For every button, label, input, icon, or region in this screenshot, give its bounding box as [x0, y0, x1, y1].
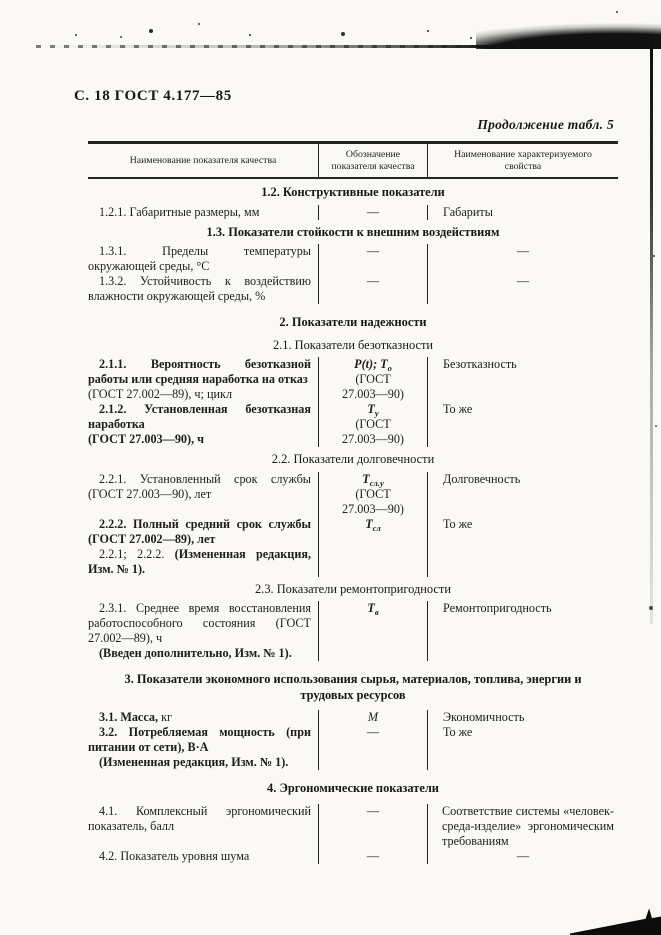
table-row — [88, 804, 618, 849]
symbol-cell — [318, 710, 428, 725]
name-paragraph — [88, 646, 311, 661]
indicator-name-cell — [88, 547, 318, 577]
symbol-line — [321, 710, 425, 725]
name-paragraph — [88, 244, 311, 274]
column-header-indicator-name: Наименование показателя качества — [129, 154, 277, 166]
table-section-heading: 1.2. Конструктивные показатели — [261, 185, 445, 199]
symbol-line — [321, 804, 425, 819]
table-section-heading: 4. Эргономические показатели — [267, 781, 439, 795]
text-segment: в — [374, 607, 379, 617]
text-segment: 2.2.2. Полный средний срок службы (ГОСТ 27.002—89), лет — [88, 516, 311, 546]
text-segment: 2.3.1. Среднее время восстановления работоспособного состояния (ГОСТ 27.002—89), ч — [88, 601, 311, 645]
property-cell: То же — [443, 402, 473, 416]
table-section-heading: 3. Показатели экономного использования сырья, материалов, топлива, энергии и трудовых ресурсов — [124, 672, 582, 702]
text-segment: P(t); T — [354, 357, 388, 371]
text-segment: T — [367, 402, 375, 416]
text-segment: 2.2.1. Установленный срок службы (ГОСТ 27.003—90), лет — [88, 471, 311, 501]
name-paragraph — [88, 849, 311, 864]
property-cell: — — [516, 244, 530, 258]
scan-page-edge-artifact — [650, 44, 653, 624]
text-segment: (ГОСТ 27.003—90), ч — [88, 432, 205, 446]
name-paragraph — [88, 725, 311, 755]
name-paragraph — [88, 387, 311, 402]
table-row — [88, 274, 618, 304]
text-segment: T — [365, 516, 373, 531]
text-segment: 2.1.2. Установленная безотказная наработка — [88, 402, 311, 431]
table-row — [88, 517, 618, 547]
text-segment: 1.3.2. Устойчивость к воздействию влажности окружающей среды, % — [88, 274, 311, 303]
symbol-line — [321, 244, 425, 259]
symbol-line — [321, 387, 425, 402]
table-section-heading: 2.3. Показатели ремонтопригодности — [255, 581, 451, 596]
indicator-name-cell — [88, 601, 318, 661]
text-segment: у — [374, 408, 379, 418]
indicator-name-cell — [88, 472, 318, 517]
table-section-heading: 1.3. Показатели стойкости к внешним воздействиям — [206, 224, 500, 239]
table-continuation-label: Продолжение табл. 5 — [477, 117, 614, 132]
scan-ink-blob-artifact — [476, 18, 661, 49]
text-segment: 1.2.1. Габаритные размеры, мм — [99, 204, 260, 219]
text-segment: о — [387, 363, 392, 373]
indicator-name-cell — [88, 274, 318, 304]
name-paragraph — [88, 517, 311, 547]
text-segment: кг — [158, 710, 173, 724]
text-segment: — — [366, 204, 380, 219]
table-row — [88, 472, 618, 517]
text-segment: T — [362, 471, 370, 486]
table-row — [88, 725, 618, 770]
indicator-name-cell — [88, 357, 318, 402]
symbol-line — [321, 417, 425, 432]
name-paragraph — [88, 432, 311, 447]
table-section-heading: 2.1. Показатели безотказности — [272, 337, 434, 352]
symbol-cell — [318, 357, 428, 402]
name-paragraph — [88, 402, 311, 432]
indicator-name-cell — [88, 402, 318, 447]
quality-indicators-table — [88, 141, 618, 864]
text-segment: — — [366, 274, 380, 288]
name-paragraph — [88, 710, 311, 725]
text-segment: 2.2.1; 2.2.2. — [99, 546, 175, 561]
property-cell: Долговечность — [443, 471, 521, 486]
symbol-line — [321, 432, 425, 447]
text-segment: T — [367, 601, 375, 615]
symbol-line — [321, 402, 425, 417]
name-paragraph — [88, 755, 311, 770]
text-segment: (ГОСТ 27.002—89), ч; цикл — [88, 387, 233, 401]
indicator-name-cell — [88, 244, 318, 274]
text-segment: сл.у — [369, 477, 384, 488]
text-segment: 3.2. Потребляемая мощность (при питании от сети), В·А — [88, 725, 311, 754]
text-segment: сл — [372, 522, 381, 533]
text-segment: 2.1.1. Вероятность безотказной работы или средняя наработка на отказ — [88, 357, 311, 386]
symbol-line — [321, 372, 425, 387]
text-segment: (Измененная редакция, Изм. № 1). — [88, 546, 311, 576]
symbol-line — [321, 205, 425, 220]
property-cell: Безотказность — [443, 357, 517, 371]
table-row — [88, 205, 618, 220]
symbol-cell — [318, 601, 428, 661]
property-cell: Соответствие системы «человек-среда-изделие» эргономическим требованиям — [442, 803, 614, 848]
text-segment: — — [366, 244, 380, 258]
table-row — [88, 601, 618, 661]
text-segment: 27.003—90) — [342, 501, 404, 516]
symbol-cell — [318, 472, 428, 517]
property-cell — [428, 547, 618, 577]
name-paragraph — [88, 472, 311, 502]
text-segment: (Измененная редакция, Изм. № 1). — [99, 755, 289, 769]
indicator-name-cell — [88, 725, 318, 770]
symbol-line — [321, 274, 425, 289]
text-segment: — — [366, 848, 380, 863]
name-paragraph — [88, 274, 311, 304]
table-section-heading: 2. Показатели надежности — [279, 315, 427, 329]
indicator-name-cell — [88, 804, 318, 849]
table-row — [88, 849, 618, 864]
table-row — [88, 244, 618, 274]
text-segment: (ГОСТ — [355, 372, 391, 386]
symbol-line — [321, 849, 425, 864]
table-row — [88, 710, 618, 725]
symbol-cell — [318, 517, 428, 547]
text-segment: (ГОСТ — [355, 486, 391, 501]
indicator-name-cell — [88, 205, 318, 220]
name-paragraph — [88, 804, 311, 834]
name-paragraph — [88, 601, 311, 646]
property-cell: — — [516, 848, 530, 863]
indicator-name-cell — [88, 710, 318, 725]
symbol-cell — [318, 402, 428, 447]
property-cell: — — [516, 274, 530, 288]
text-segment: 1.3.1. Пределы температуры окружающей среды, °С — [88, 244, 311, 273]
text-segment: — — [366, 803, 380, 818]
column-header-property-name: Наименование характеризуемого свойства — [454, 149, 592, 172]
table-header-row — [88, 141, 618, 179]
text-segment: 4.1. Комплексный эргономический показатель, балл — [88, 803, 311, 833]
scan-specks-artifact — [0, 0, 2, 2]
name-paragraph — [88, 357, 311, 387]
text-segment: 3.1. Масса, — [99, 710, 159, 724]
table-row — [88, 357, 618, 402]
text-segment: (ГОСТ — [355, 417, 391, 431]
symbol-line — [321, 472, 425, 487]
table-body — [88, 179, 618, 864]
symbol-line — [321, 517, 425, 532]
symbol-line — [321, 487, 425, 502]
name-paragraph — [88, 205, 311, 220]
symbol-cell — [318, 205, 428, 220]
page-header-label: С. 18 ГОСТ 4.177—85 — [74, 88, 232, 104]
name-paragraph — [88, 547, 311, 577]
property-cell: Экономичность — [443, 710, 525, 724]
table-section-heading: 2.2. Показатели долговечности — [271, 452, 435, 466]
property-cell: То же — [443, 516, 473, 531]
symbol-line — [321, 601, 425, 616]
text-segment: 4.2. Показатель уровня шума — [99, 848, 250, 863]
symbol-line — [321, 357, 425, 372]
symbol-cell — [318, 274, 428, 304]
symbol-line — [321, 502, 425, 517]
symbol-cell — [318, 804, 428, 849]
symbol-cell — [318, 849, 428, 864]
property-cell: Габариты — [443, 204, 493, 219]
text-segment: (Введен дополнительно, Изм. № 1). — [99, 646, 292, 660]
text-segment: 27.003—90) — [342, 387, 404, 401]
symbol-cell — [318, 547, 428, 577]
indicator-name-cell — [88, 517, 318, 547]
symbol-cell — [318, 725, 428, 770]
table-row — [88, 547, 618, 577]
symbol-cell — [318, 244, 428, 274]
property-cell: То же — [443, 725, 473, 739]
table-row — [88, 402, 618, 447]
property-cell: Ремонтопригодность — [443, 601, 552, 615]
indicator-name-cell — [88, 849, 318, 864]
symbol-line — [321, 725, 425, 740]
scan-corner-wedge-artifact — [570, 906, 661, 935]
column-header-symbol: Обозначение показателя качества — [318, 144, 428, 177]
text-segment: M — [367, 710, 379, 724]
text-segment: — — [366, 725, 380, 739]
text-segment: 27.003—90) — [342, 432, 404, 446]
